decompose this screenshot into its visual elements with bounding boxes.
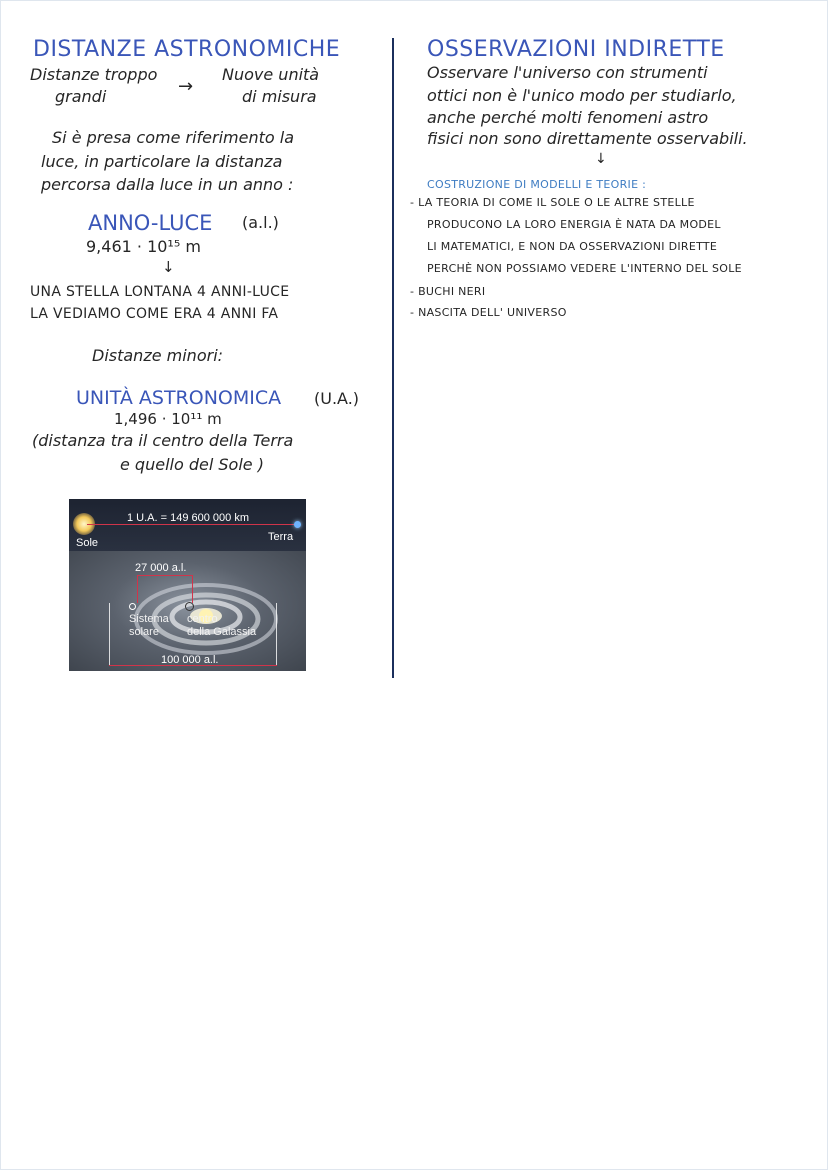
para-line3: percorsa dalla luce in un anno : (41, 175, 294, 194)
earth-icon (294, 521, 301, 528)
item1-line3: LI MATEMATICI, E NON DA OSSERVAZIONI DIRETTE (427, 240, 718, 253)
sistema-label: Sistema (129, 613, 169, 625)
right-arrow-icon: → (178, 76, 194, 97)
dist-27k-tick-left (137, 575, 138, 603)
centro-label: centro (187, 613, 218, 625)
note-left-line2: grandi (55, 87, 107, 106)
note-left-line1: Distanze troppo (30, 65, 158, 84)
au-desc-line2: e quello del Sole ) (120, 455, 264, 474)
galactic-center-marker-icon (185, 602, 194, 611)
item2-black-holes: - BUCHI NERI (410, 285, 486, 298)
item1-line4: PERCHÈ NON POSSIAMO VEDERE L'INTERNO DEL SOLE (427, 262, 742, 275)
right-down-arrow-icon: ↓ (595, 151, 607, 167)
dist-100k-tick-right (276, 603, 277, 665)
star-line1: UNA STELLA LONTANA 4 ANNI-LUCE (30, 284, 290, 300)
au-abbr: (U.A.) (314, 389, 360, 408)
au-label: 1 U.A. = 149 600 000 km (127, 512, 249, 524)
dist-27k-line (137, 575, 193, 576)
item1-line1: - LA TEORIA DI COME IL SOLE O LE ALTRE STELLE (410, 196, 695, 209)
left-title: DISTANZE ASTRONOMICHE (33, 37, 341, 62)
lightyear-abbr: (a.l.) (242, 213, 279, 232)
au-title: UNITÀ ASTRONOMICA (76, 387, 282, 409)
note-right-line2: di misura (242, 87, 317, 106)
right-para-line3: anche perché molti fenomeni astro (427, 108, 709, 127)
right-para-line1: Osservare l'universo con strumenti (427, 63, 708, 82)
au-distance-line (87, 524, 297, 525)
lightyear-value: 9,461 · 10¹⁵ m (86, 237, 201, 256)
note-right-line1: Nuove unità (222, 65, 320, 84)
right-title: OSSERVAZIONI INDIRETTE (427, 37, 725, 62)
dist-100k-tick-left (109, 603, 110, 665)
lightyear-title: ANNO-LUCE (88, 211, 213, 235)
para-line2: luce, in particolare la distanza (41, 152, 283, 171)
galassia-label: della Galassia (187, 626, 257, 638)
terra-label: Terra (268, 531, 294, 543)
dist-27k-label: 27 000 a.l. (135, 562, 187, 574)
au-value: 1,496 · 10¹¹ m (114, 410, 222, 428)
sole-label: Sole (76, 537, 99, 549)
models-subtitle: COSTRUZIONE DI MODELLI E TEORIE : (427, 178, 647, 191)
solar-distance-panel (69, 499, 306, 551)
solar-system-marker-icon (129, 603, 136, 610)
minor-distances: Distanze minori: (92, 346, 224, 365)
item1-line2: PRODUCONO LA LORO ENERGIA È NATA DA MODEL (427, 218, 721, 231)
right-para-line2: ottici non è l'unico modo per studiarlo, (427, 86, 737, 105)
right-para-line4: fisici non sono direttamente osservabili. (427, 129, 748, 148)
astronomy-figure (69, 499, 306, 671)
star-line2: LA VEDIAMO COME ERA 4 ANNI FA (30, 306, 279, 322)
item3-universe-birth: - NASCITA DELL' UNIVERSO (410, 306, 567, 319)
solare-label: solare (129, 626, 159, 638)
down-arrow-icon: ↓ (162, 258, 175, 276)
au-desc-line1: (distanza tra il centro della Terra (32, 431, 294, 450)
column-divider (392, 38, 394, 678)
para-line1: Si è presa come riferimento la (52, 128, 295, 147)
dist-100k-label: 100 000 a.l. (161, 654, 219, 666)
dist-27k-tick-right (192, 575, 193, 603)
